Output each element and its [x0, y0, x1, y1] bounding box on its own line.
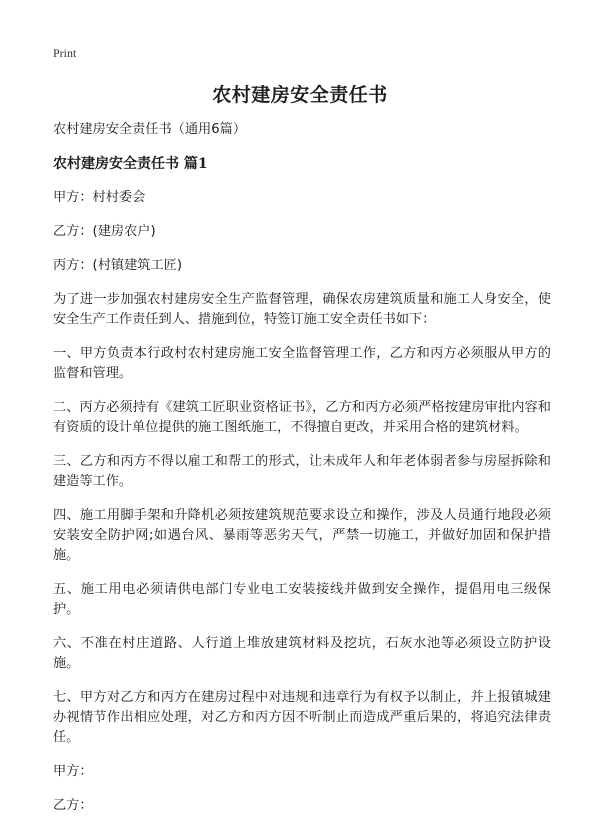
clause-4: 四、施工用脚手架和升降机必须按建筑规范要求设立和操作，涉及人员通行地段必须安装安全防护网;如遇台风、暴雨等恶劣天气，严禁一切施工，并做好加固和保护措施。	[53, 508, 551, 563]
document-body	[53, 120, 551, 830]
party-c-line: 丙方：(村镇建筑工匠)	[53, 258, 182, 273]
print-link[interactable]: Print	[53, 46, 77, 60]
clause-7: 七、甲方对乙方和丙方在建房过程中对违规和违章行为有权予以制止，并上报镇城建办视情节作出相应处理，对乙方和丙方因不听制止而造成严重后果的，将追究法律责任。	[53, 690, 551, 745]
clause-6: 六、不准在村庄道路、人行道上堆放建筑材料及挖坑，石灰水池等必须设立防护设施。	[53, 636, 551, 671]
clause-2: 二、丙方必须持有《建筑工匠职业资格证书》，乙方和丙方必须严格按建房审批内容和有资质的设计单位提供的施工图纸施工，不得擅自更改，并采用合格的建筑材料。	[53, 400, 551, 435]
clause-3: 三、乙方和丙方不得以雇工和帮工的形式，让未成年人和年老体弱者参与房屋拆除和建造等工作。	[53, 454, 551, 489]
intro-paragraph: 为了进一步加强农村建房安全生产监督管理，确保农房建筑质量和施工人身安全，使安全生产工作责任到人、措施到位，特签订施工安全责任书如下：	[53, 292, 551, 327]
clause-1: 一、甲方负责本行政村农村建房施工安全监督管理工作，乙方和丙方必须服从甲方的监督和管理。	[53, 346, 551, 381]
signature-party-a: 甲方：	[53, 764, 93, 779]
section-heading: 农村建房安全责任书 篇1	[53, 156, 208, 172]
document-subtitle: 农村建房安全责任书（通用6篇）	[53, 122, 247, 137]
page-title: 农村建房安全责任书	[212, 84, 388, 106]
party-b-line: 乙方：(建房农户)	[53, 224, 156, 239]
signature-party-b: 乙方：	[53, 798, 93, 813]
clause-5: 五、施工用电必须请供电部门专业电工安装接线并做到安全操作，提倡用电三级保护。	[53, 582, 551, 617]
party-a-line: 甲方：村村委会	[53, 190, 146, 205]
